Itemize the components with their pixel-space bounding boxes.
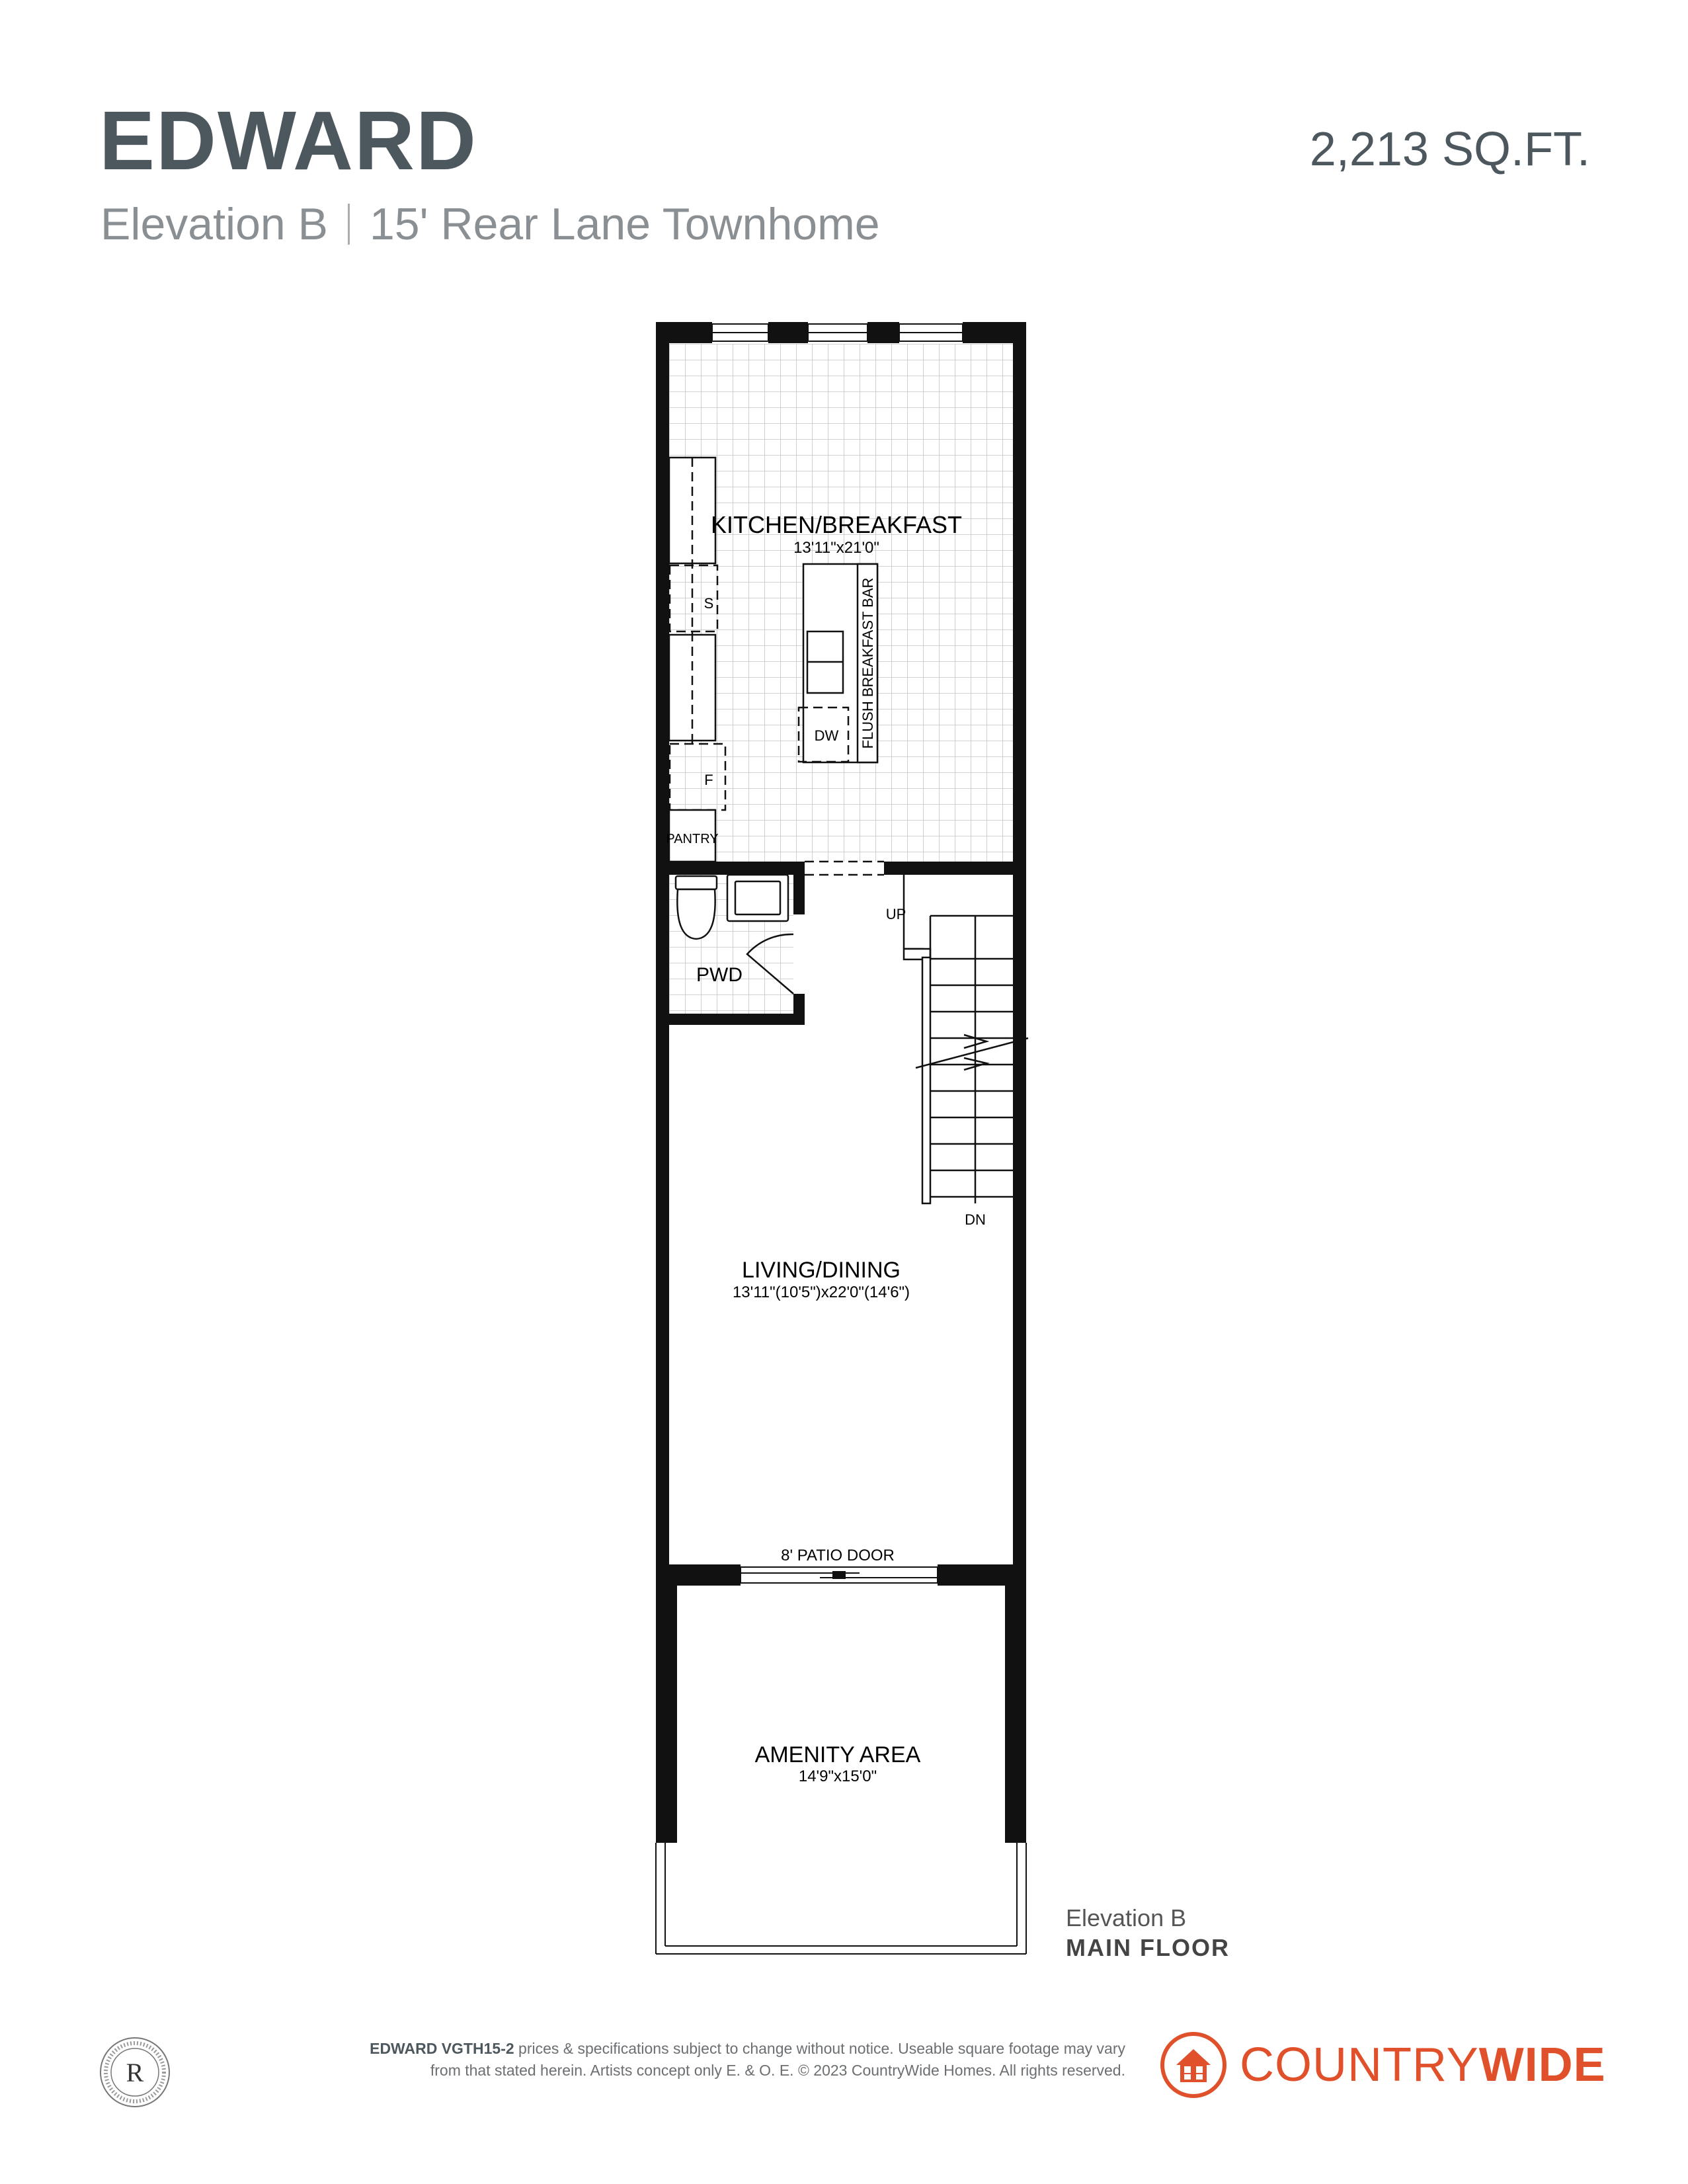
brand-part-1: COUNTRY xyxy=(1240,2039,1479,2091)
breakfast-bar-label: FLUSH BREAKFAST BAR xyxy=(860,577,876,749)
floor-caption: MAIN FLOOR xyxy=(1066,1934,1230,1961)
dishwasher-label: DW xyxy=(814,727,839,744)
brand-logo xyxy=(1160,2029,1606,2101)
pantry-label: PANTRY xyxy=(666,832,719,846)
elevation-caption-name: Elevation B xyxy=(1066,1904,1187,1931)
stair-up-label: UP xyxy=(885,906,906,922)
legal-disclaimer xyxy=(317,2038,1125,2082)
brand-part-2: WIDE xyxy=(1478,2039,1606,2091)
square-footage: 2,213 SQ.FT. xyxy=(1309,123,1590,176)
disclaimer-line-1 xyxy=(317,2038,1125,2060)
sink-label: S xyxy=(703,595,714,612)
model-type: 15' Rear Lane Townhome xyxy=(369,199,880,249)
stair-down-label: DN xyxy=(965,1211,986,1228)
elevation-caption xyxy=(1066,1903,1230,1962)
amenity-railing xyxy=(656,1843,1026,1954)
brand-wordmark xyxy=(1240,2041,1606,2089)
disclaimer-line-2: from that stated herein. Artists concept only E. & O. E. © 2023 CountryWide Homes. All rights reserved. xyxy=(430,2062,1125,2080)
registered-seal-icon xyxy=(99,2037,171,2108)
amenity-room-name: AMENITY AREA xyxy=(754,1742,921,1767)
fridge-label: F xyxy=(704,772,713,788)
elevation-name: Elevation B xyxy=(100,199,328,249)
front-windows xyxy=(712,324,963,341)
powder-room-name: PWD xyxy=(696,964,743,986)
seal-letter: R xyxy=(126,2058,144,2087)
stair xyxy=(904,875,1028,1203)
model-code: EDWARD VGTH15-2 xyxy=(370,2040,514,2057)
living-room-name: LIVING/DINING xyxy=(742,1258,901,1283)
amenity-room-dims: 14'9"x15'0" xyxy=(798,1767,877,1785)
patio-door-label: 8' PATIO DOOR xyxy=(781,1547,895,1564)
kitchen-room-name: KITCHEN/BREAKFAST xyxy=(710,511,963,538)
living-room-dims: 13'11"(10'5")x22'0"(14'6") xyxy=(732,1283,910,1301)
disclaimer-text-1: prices & specifications subject to change without notice. Useable square footage may vary xyxy=(514,2040,1125,2057)
house-logo-icon xyxy=(1160,2032,1226,2098)
plan-title: EDWARD xyxy=(99,94,477,187)
kitchen-room-dims: 13'11"x21'0" xyxy=(793,539,879,557)
patio-door xyxy=(741,1567,938,1583)
